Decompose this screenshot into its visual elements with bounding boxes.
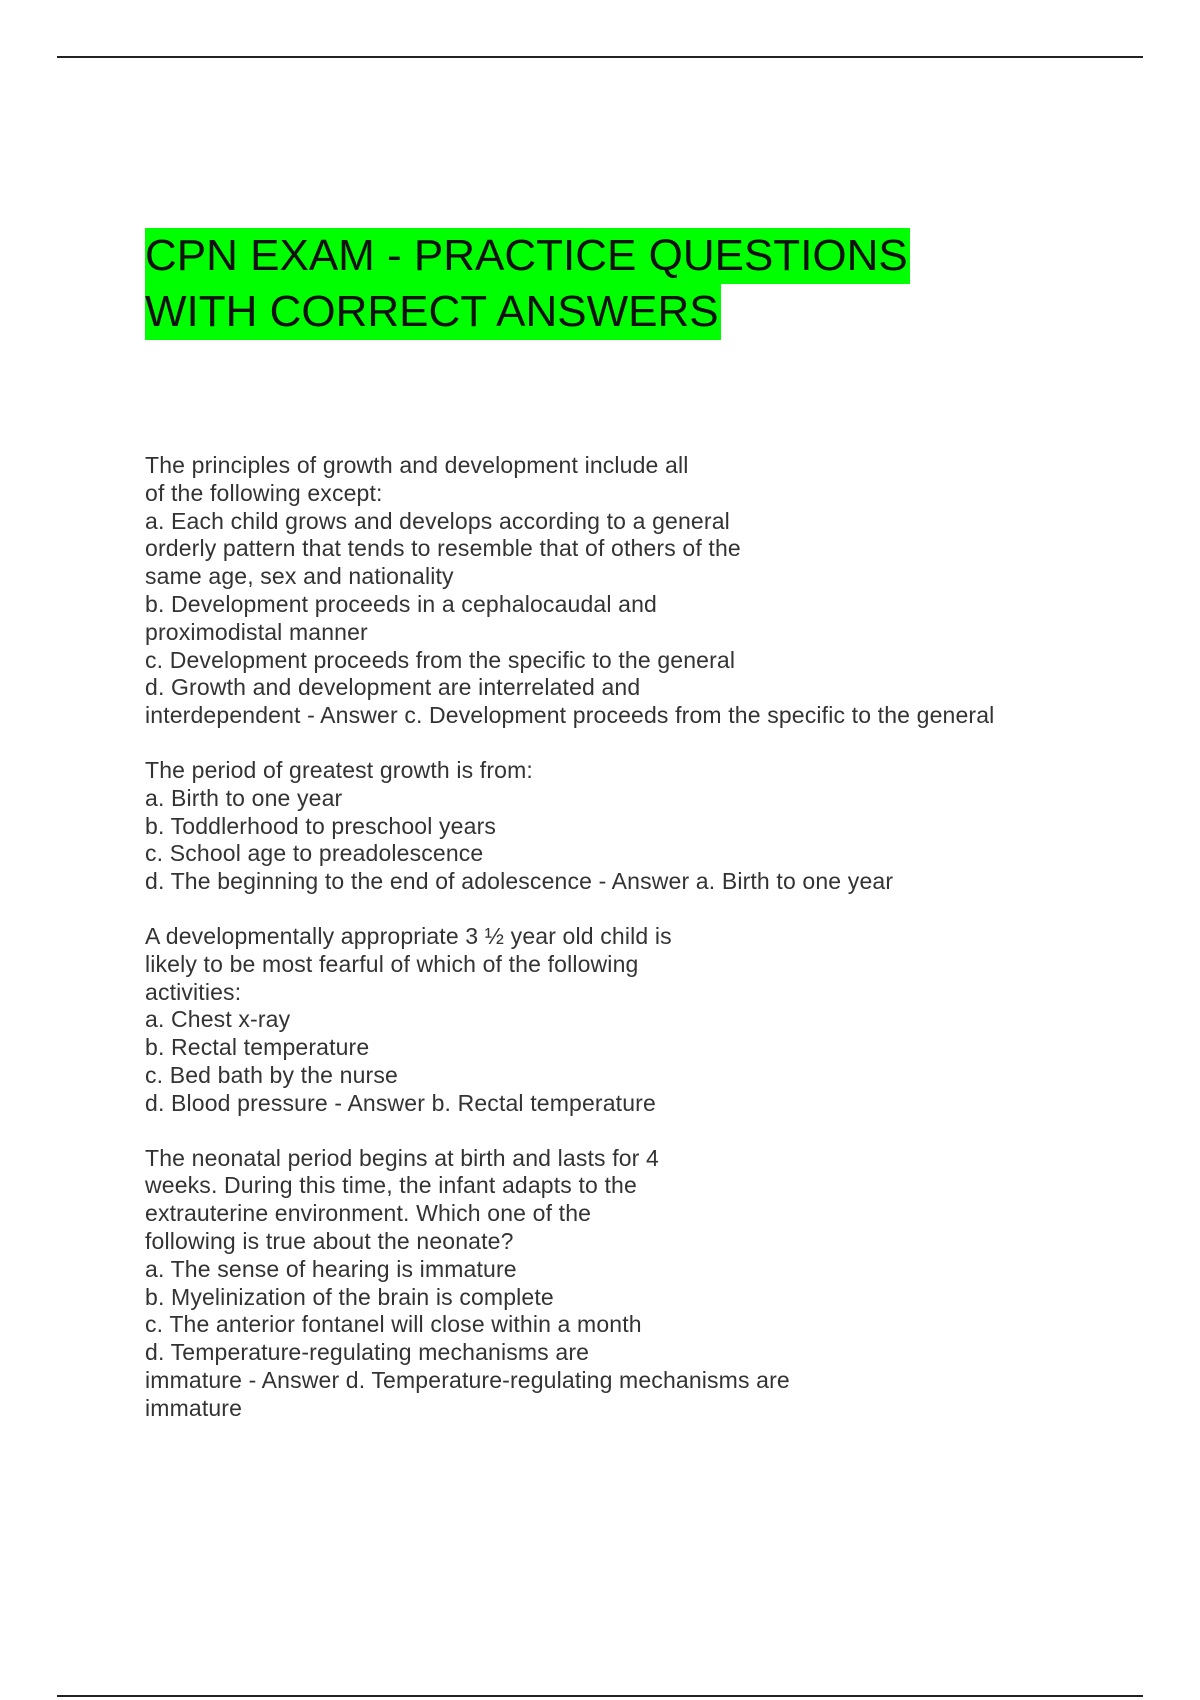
option-line: c. Development proceeds from the specific to the general (145, 646, 736, 673)
question-line: of the following except: (145, 479, 383, 506)
question-line: A developmentally appropriate 3 ½ year old child is (145, 922, 672, 949)
page-title (145, 228, 910, 340)
option-line: b. Rectal temperature (145, 1034, 370, 1061)
question-line: activities: (145, 978, 242, 1005)
option-line: c. Bed bath by the nurse (145, 1061, 398, 1088)
option-line: proximodistal manner (145, 618, 368, 645)
option-line: a. Chest x-ray (145, 1006, 291, 1033)
top-rule (57, 56, 1143, 58)
bottom-rule (57, 1695, 1143, 1697)
question-1 (145, 452, 1145, 730)
question-line: likely to be most fearful of which of the following (145, 950, 639, 977)
question-line: extrauterine environment. Which one of the (145, 1200, 592, 1227)
title-line-2: WITH CORRECT ANSWERS (145, 284, 721, 340)
option-line: b. Toddlerhood to preschool years (145, 812, 497, 839)
question-4 (145, 1145, 1145, 1423)
option-line: b. Myelinization of the brain is complete (145, 1283, 554, 1310)
option-line: a. The sense of hearing is immature (145, 1255, 517, 1282)
question-line: The principles of growth and development include all (145, 452, 689, 478)
option-line: orderly pattern that tends to resemble that of others of the (145, 535, 741, 562)
option-line: same age, sex and nationality (145, 563, 454, 590)
option-line: a. Each child grows and develops according to a general (145, 507, 730, 534)
option-line: c. School age to preadolescence (145, 840, 484, 867)
option-line: c. The anterior fontanel will close within a month (145, 1311, 642, 1338)
question-2 (145, 757, 1145, 896)
question-line: weeks. During this time, the infant adapts to the (145, 1172, 637, 1199)
answer-line: immature (145, 1394, 243, 1421)
question-3 (145, 923, 1145, 1118)
option-line: a. Birth to one year (145, 784, 343, 811)
title-line-1: CPN EXAM - PRACTICE QUESTIONS (145, 228, 910, 284)
option-line: d. Temperature-regulating mechanisms are (145, 1339, 590, 1366)
question-line: The neonatal period begins at birth and lasts for 4 (145, 1144, 659, 1171)
option-line: b. Development proceeds in a cephalocaudal and (145, 590, 657, 617)
questions-list (145, 452, 1145, 1450)
answer-line: interdependent - Answer c. Development proceeds from the specific to the general (145, 702, 995, 729)
answer-line: d. The beginning to the end of adolescence - Answer a. Birth to one year (145, 868, 894, 895)
answer-line: immature - Answer d. Temperature-regulating mechanisms are (145, 1366, 790, 1393)
question-line: The period of greatest growth is from: (145, 756, 533, 783)
option-line: d. Growth and development are interrelated and (145, 674, 641, 701)
question-line: following is true about the neonate? (145, 1227, 514, 1254)
answer-line: d. Blood pressure - Answer b. Rectal temperature (145, 1089, 656, 1116)
